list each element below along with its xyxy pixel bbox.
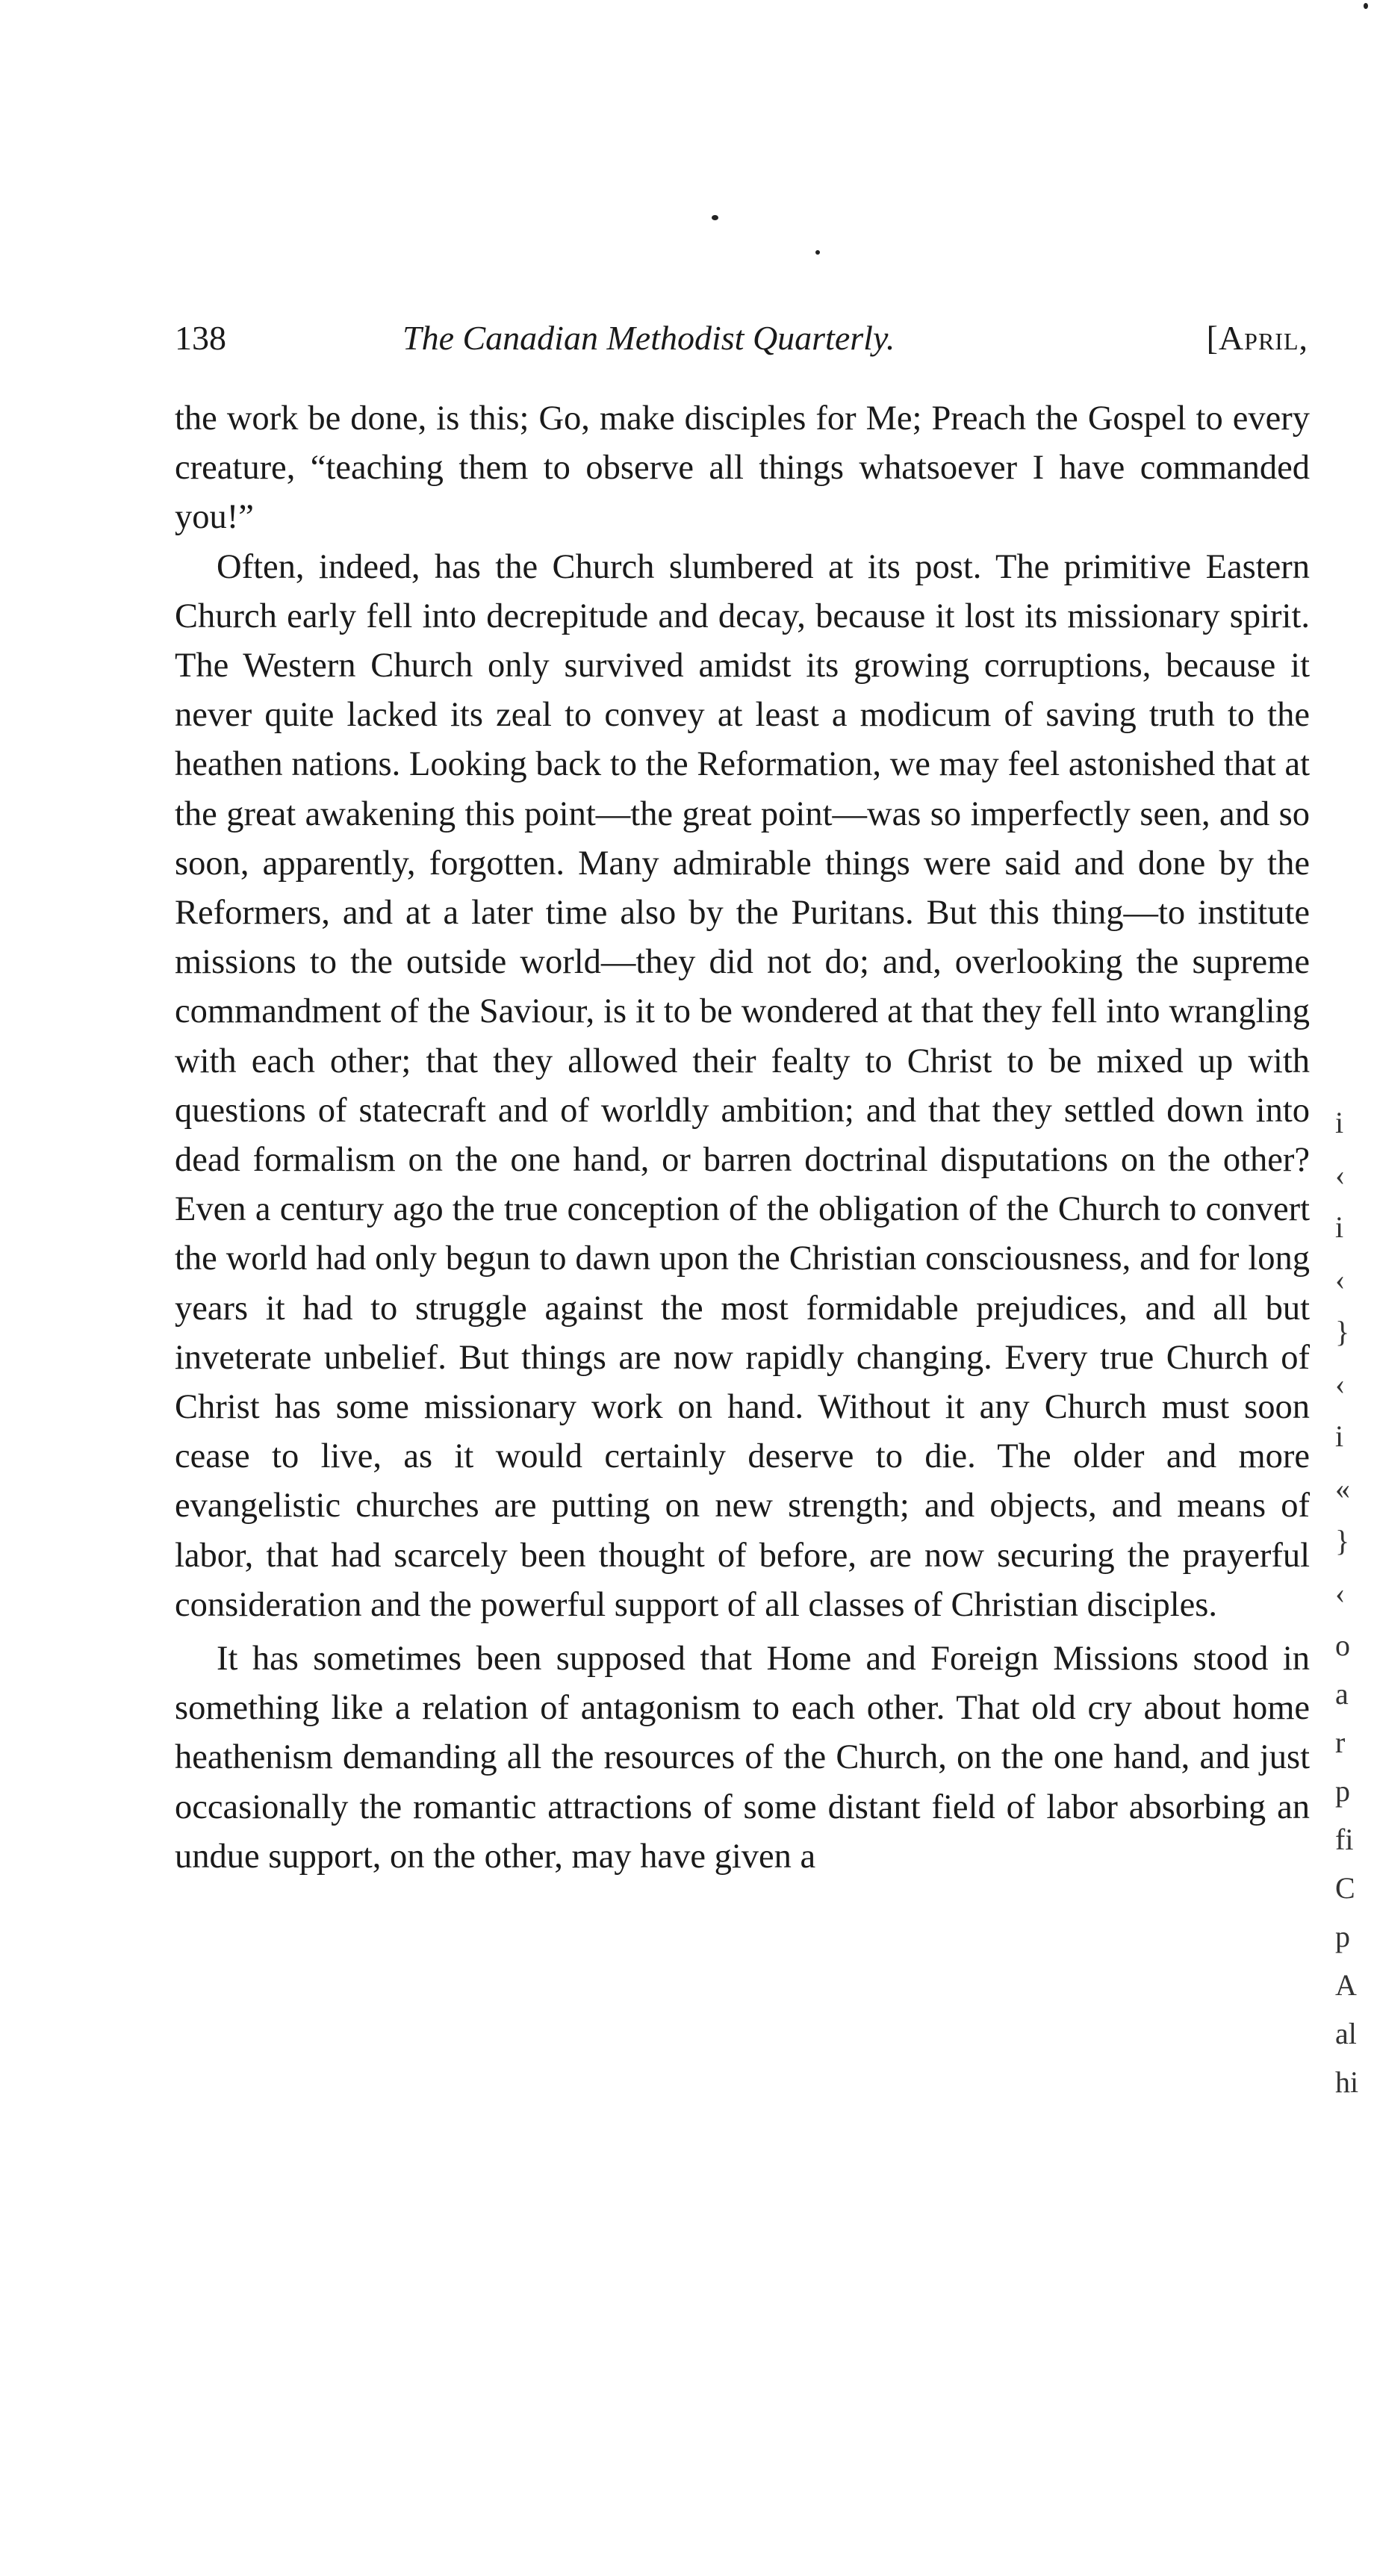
ink-speck: [1364, 3, 1368, 9]
bleed-through-char: ‹: [1335, 1367, 1346, 1401]
bleed-through-char: ‹: [1335, 1576, 1346, 1610]
bleed-through-char: r: [1335, 1726, 1346, 1759]
paragraph: It has sometimes been supposed that Home and Foreign Missions stood in something like a relation of antagonism to each other. That old cry about home heathenism demanding all the resources of the Church, on the one hand, and just occasionally the romantic attractions of some distant field of labor absorbing an undue support, on the other, may have given a: [175, 1640, 1310, 1876]
bleed-through-char: p: [1335, 1774, 1350, 1808]
paragraph: Often, indeed, has the Church slumbered at its post. The primitive Eastern Church early fell into decrepitude and decay, because it lost its missionary spirit. The Western Church only survived amidst its growing corruptions, because it never quite lacked its zeal to convey at least a modicum of saving truth to the heathen nations. Looking back to the Reformation, we may feel astonished that at the great awakening this point—the great point—was so imperfectly seen, and so soon, apparently, forgotten. Many admirable things were said and done by the Reformers, and at a later time also by the Puritans. But this thing—to institute missions to the outside world—they did not do; and, overlooking the supreme commandment of the Saviour, is it to be wondered at that they fell into wrangling with each other; that they allowed their fealty to Christ to be mixed up with questions of statecraft and of worldly ambition; and that they settled down into dead formalism on the one hand, or barren doctrinal disputations on the other? Even a century ago the true conception of the obligation of the Church to convert the world had only begun to dawn upon the Christian consciousness, and for long years it had to struggle against the most formidable prejudices, and all but inveterate unbelief. But things are now rapidly changing. Every true Church of Christ has some missionary work on hand. Without it any Church must soon cease to live, as it would certainly deserve to die. The older and more evangelistic churches are putting on new strength; and objects, and means of labor, that had scarcely been thought of before, are now securing the prayerful consideration and the powerful support of all classes of Christian disciples.: [175, 547, 1310, 1624]
running-month: [April,: [1206, 319, 1308, 357]
bleed-through-char: fi: [1335, 1823, 1354, 1856]
paragraph-continued: the work be done, is this; Go, make disciples for Me; Preach the Gospel to every creature, “teaching them to observe all things whatsoever I have commanded you!”: [175, 399, 1310, 537]
bleed-through-char: i: [1335, 1210, 1344, 1244]
page-number: 138: [175, 319, 226, 357]
ink-speck: [712, 215, 718, 220]
bleed-through-char: al: [1335, 2017, 1357, 2050]
bleed-through-char: C: [1335, 1871, 1355, 1905]
body-text: [175, 394, 1310, 1882]
bleed-through-char: ‹: [1335, 1263, 1346, 1296]
bleed-through-char: }: [1335, 1315, 1350, 1348]
running-header: [175, 312, 1317, 364]
bleed-through-char: o: [1335, 1628, 1350, 1662]
ink-speck: [815, 250, 820, 255]
bleed-through-char: ‹: [1335, 1158, 1346, 1192]
bleed-through-char: «: [1335, 1472, 1350, 1505]
running-title: The Canadian Methodist Quarterly.: [402, 319, 895, 357]
bleed-through-char: }: [1335, 1524, 1350, 1558]
bleed-through-char: i: [1335, 1419, 1344, 1453]
bleed-through-char: p: [1335, 1920, 1350, 1953]
bleed-through-char: hi: [1335, 2065, 1359, 2099]
bleed-through-char: i: [1335, 1106, 1344, 1139]
bleed-through-margin: [1335, 1105, 1365, 2121]
bleed-through-char: a: [1335, 1677, 1349, 1711]
bleed-through-char: A: [1335, 1968, 1357, 2002]
